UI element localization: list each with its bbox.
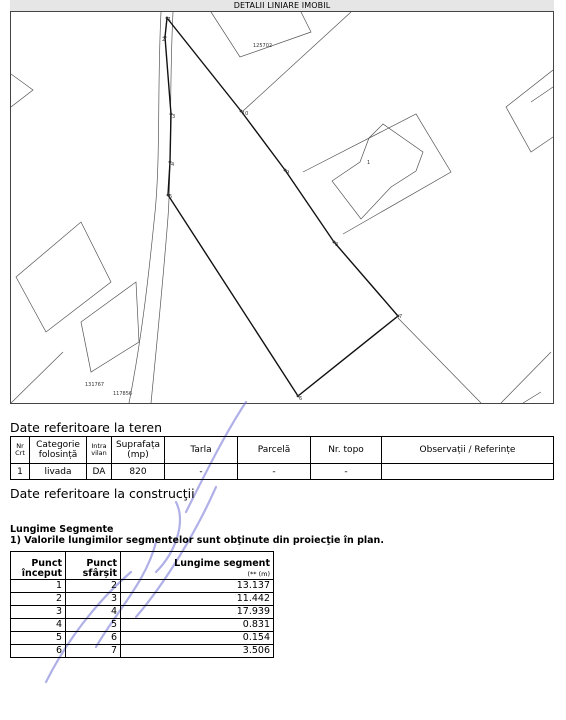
- neighbour-line-lower-right: [398, 318, 481, 403]
- segments-title: Lungime Segmente: [10, 524, 114, 535]
- cell-start: 2: [11, 593, 66, 606]
- col-punct-sfarsit: Punct sfârșit: [66, 552, 121, 580]
- neighbour-plot-left-mid: [81, 282, 139, 372]
- cell-observatii: [382, 464, 554, 480]
- parcel-id-label: 117856: [113, 391, 133, 397]
- cell-start: 4: [11, 619, 66, 632]
- segments-note: 1) Valorile lungimilor segmentelor sunt obţinute din proiecţie în plan.: [10, 535, 384, 546]
- col-nr-crt: Nr Crt: [11, 437, 30, 464]
- cell-length: 13.137: [121, 580, 274, 593]
- cell-start: 6: [11, 645, 66, 658]
- section-title-teren: Date referitoare la teren: [10, 420, 163, 435]
- col-punct-inceput: Punct început: [11, 552, 66, 580]
- vertex-label: 4: [171, 162, 175, 168]
- cell-categorie: livada: [30, 464, 87, 480]
- cell-tarla: -: [165, 464, 238, 480]
- cell-end: 4: [66, 606, 121, 619]
- cell-suprafata: 820: [112, 464, 165, 480]
- cell-start: 1: [11, 580, 66, 593]
- vertex-markers: [164, 17, 403, 398]
- vertex-label: 5: [169, 194, 173, 200]
- neighbour-plot-left-top: [11, 74, 33, 107]
- neighbour-plot-far-right: [506, 70, 553, 152]
- cell-length: 0.831: [121, 619, 274, 632]
- table-row: [11, 619, 274, 632]
- table-row: [11, 593, 274, 606]
- cell-intravilan: DA: [87, 464, 112, 480]
- teren-table: [10, 436, 554, 480]
- cell-length: 11.442: [121, 593, 274, 606]
- cell-nr: 1: [11, 464, 30, 480]
- vertex-label: 3: [172, 114, 176, 120]
- cell-nr-topo: -: [311, 464, 382, 480]
- teren-header-row: [11, 437, 554, 464]
- col-nr-topo: Nr. topo: [311, 437, 382, 464]
- building-label: 1: [367, 160, 371, 166]
- cell-parcela: -: [238, 464, 311, 480]
- vertex-label: 9: [286, 170, 290, 176]
- cell-end: 7: [66, 645, 121, 658]
- col-lungime-label: Lungime segment: [174, 558, 270, 569]
- neighbour-line: [243, 12, 351, 111]
- parcel-id-label: 131767: [85, 382, 105, 388]
- neighbour-plot-right: [303, 114, 451, 234]
- section-title-constructii: Date referitoare la construcţii: [10, 486, 195, 501]
- neighbour-plot-top: [211, 12, 311, 57]
- vertex-label: 7: [399, 314, 403, 320]
- cell-end: 3: [66, 593, 121, 606]
- road-edge-right: [151, 12, 176, 403]
- cell-end: 2: [66, 580, 121, 593]
- segments-header-row: [11, 552, 274, 580]
- vertex-label: 8: [335, 242, 339, 248]
- cell-end: 5: [66, 619, 121, 632]
- col-lungime-unit: (** (m): [247, 570, 270, 578]
- parcel-id-label: 125702: [253, 43, 273, 49]
- table-row: [11, 606, 274, 619]
- cadastral-map: [10, 11, 554, 404]
- cell-end: 6: [66, 632, 121, 645]
- neighbour-line-bottom-left: [11, 352, 63, 403]
- map-drawing: [11, 12, 553, 403]
- cell-start: 3: [11, 606, 66, 619]
- col-lungime: [121, 552, 274, 580]
- col-observatii: Observații / Referințe: [382, 437, 554, 464]
- vertex-label: 10: [242, 111, 249, 117]
- header-title: DETALII LINIARE IMOBIL: [10, 0, 554, 12]
- cell-start: 5: [11, 632, 66, 645]
- parcel-boundary: [165, 18, 398, 396]
- col-categorie: Categorie folosință: [30, 437, 87, 464]
- building-outline: [332, 124, 423, 219]
- neighbour-line-corner-2: [523, 392, 541, 403]
- cell-length: 17.939: [121, 606, 274, 619]
- col-tarla: Tarla: [165, 437, 238, 464]
- vertex-label: 6: [299, 396, 303, 402]
- neighbour-line-far-right: [531, 87, 553, 102]
- cell-length: 0.154: [121, 632, 274, 645]
- col-intravilan: Intra vilan: [87, 437, 112, 464]
- table-row: [11, 580, 274, 593]
- col-parcela: Parcelă: [238, 437, 311, 464]
- table-row: [11, 632, 274, 645]
- segments-table: [10, 551, 274, 658]
- table-row: [11, 464, 554, 480]
- table-row: [11, 645, 274, 658]
- cell-length: 3.506: [121, 645, 274, 658]
- road-edge-left: [129, 12, 161, 403]
- col-suprafata: Suprafața (mp): [112, 437, 165, 464]
- vertex-label: 1: [168, 17, 172, 23]
- neighbour-line-corner: [501, 352, 551, 403]
- vertex-label: 2: [162, 37, 166, 43]
- neighbour-plot-left-lower: [16, 222, 111, 332]
